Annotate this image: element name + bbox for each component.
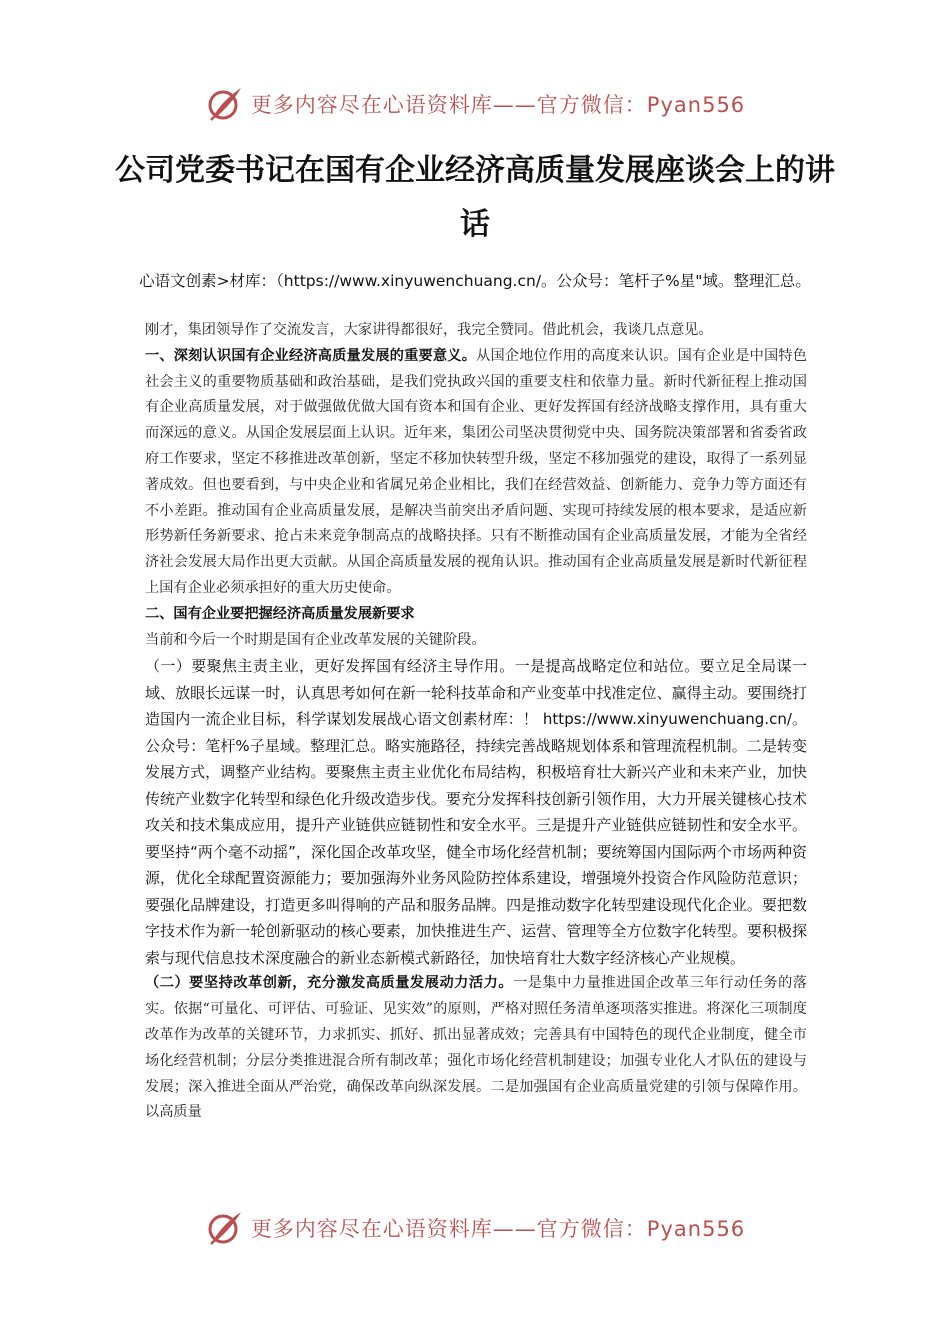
- paragraph-section-1: [145, 344, 807, 602]
- section-1-body: 从国企地位作用的高度来认识。国有企业是中国特色社会主义的重要物质基础和政治基础，是我们党执政兴国的重要支柱和依靠力量。新时代新征程上推动国有企业高质量发展，对于做强做优做大国有资本和国有企业、更好发挥国有经济战略支撑作用，具有重大而深远的意义。从国企发展层面上认识。近年来，集团公司坚决贯彻党中央、国务院决策部署和省委省政府工作要求，坚定不移推进改革创新，坚定不移加快转型升级，坚定不移加强党的建设，取得了一系列显著成效。但也要看到，与中央企业和省属兄弟企业相比，我们在经营效益、创新能力、竞争力等方面还有不小差距。推动国有企业高质量发展，是解决当前突出矛盾问题、实现可持续发展的根本要求，是适应新形势新任务新要求、抢占未来竞争制高点的战略抉择。只有不断推动国有企业高质量发展，才能为全省经济社会发展大局作出更大贡献。从国企高质量发展的视角认识。推动国有企业高质量发展是新时代新征程上国有企业必须承担好的重大历史使命。: [145, 347, 807, 596]
- paragraph-intro: 刚才，集团领导作了交流发言，大家讲得都很好，我完全赞同。借此机会，我谈几点意见。: [145, 322, 713, 338]
- subsection-2-heading: （二）要坚持改革创新，充分激发高质量发展动力活力。: [145, 975, 514, 992]
- paragraph-section-2-lead: 当前和今后一个时期是国有企业改革发展的关键阶段。: [145, 631, 486, 648]
- source-line: 心语文创素>材库：（https://www.xinyuwenchuang.cn/。公众号：笔杆子%星"域。整理汇总。: [139, 272, 811, 290]
- subsection-2-body: 一是集中力量推进国企改革三年行动任务的落实。依据“可量化、可评估、可验证、见实效”的原则，严格对照任务清单逐项落实推进。将深化三项制度改革作为改革的关键环节，力求抓实、抓好、抓出显著成效；完善具有中国特色的现代企业制度，健全市场化经营机制；分层分类推进混合所有制改革；强化市场化经营机制建设；加强专业化人才队伍的建设与发展；深入推进全面从严治党，确保改革向纵深发展。二是加强国有企业高质量党建的引领与保障作用。以高质量: [145, 975, 807, 1121]
- paragraph-subsection-2: [145, 971, 807, 1126]
- banner-text: 更多内容尽在心语资料库——官方微信：Pyan556: [250, 93, 746, 117]
- quill-logo-icon: [205, 84, 245, 124]
- quill-logo-icon: [205, 1208, 245, 1248]
- banner-text: 更多内容尽在心语资料库——官方微信：Pyan556: [250, 1217, 746, 1241]
- document-body: [145, 318, 807, 1126]
- section-1-heading: 一、深刻认识国有企业经济高质量发展的重要意义。: [145, 347, 477, 364]
- footer-banner: [0, 1206, 950, 1250]
- page-title: 公司党委书记在国有企业经济高质量发展座谈会上的讲话: [115, 153, 835, 242]
- section-2-heading: 二、国有企业要把握经济高质量发展新要求: [145, 605, 415, 622]
- header-banner: [0, 82, 950, 126]
- paragraph-subsection-1: （一）要聚焦主责主业，更好发挥国有经济主导作用。一是提高战略定位和站位。要立足全局谋一域、放眼长远谋一时，认真思考如何在新一轮科技革命和产业变革中找准定位、赢得主动。要围绕打造国内一流企业目标，科学谋划发展战心语文创素材库：！ https://www.xinyuwenchuang.cn/。公众号：笔杆%子星域。整理汇总。略实施路径，持续完善战略规划体系和管理流程机制。二是转变发展方式，调整产业结构。要聚焦主责主业优化布局结构，积极培育壮大新兴产业和未来产业，加快传统产业数字化转型和绿色化升级改造步伐。要充分发挥科技创新引领作用，大力开展关键核心技术攻关和技术集成应用，提升产业链供应链韧性和安全水平。三是提升产业链供应链韧性和安全水平。要坚持“两个毫不动摇”，深化国企改革攻坚，健全市场化经营机制；要统筹国内国际两个市场两种资源，优化全球配置资源能力；要加强海外业务风险防控体系建设，增强境外投资合作风险防范意识；要强化品牌建设，打造更多叫得响的产品和服务品牌。四是推动数字化转型建设现代化企业。要把数字技术作为新一轮创新驱动的核心要素，加快推进生产、运营、管理等全方位数字化转型。要积极探索与现代信息技术深度融合的新业态新模式新路径，加快培育壮大数字经济核心产业规模。: [145, 657, 807, 967]
